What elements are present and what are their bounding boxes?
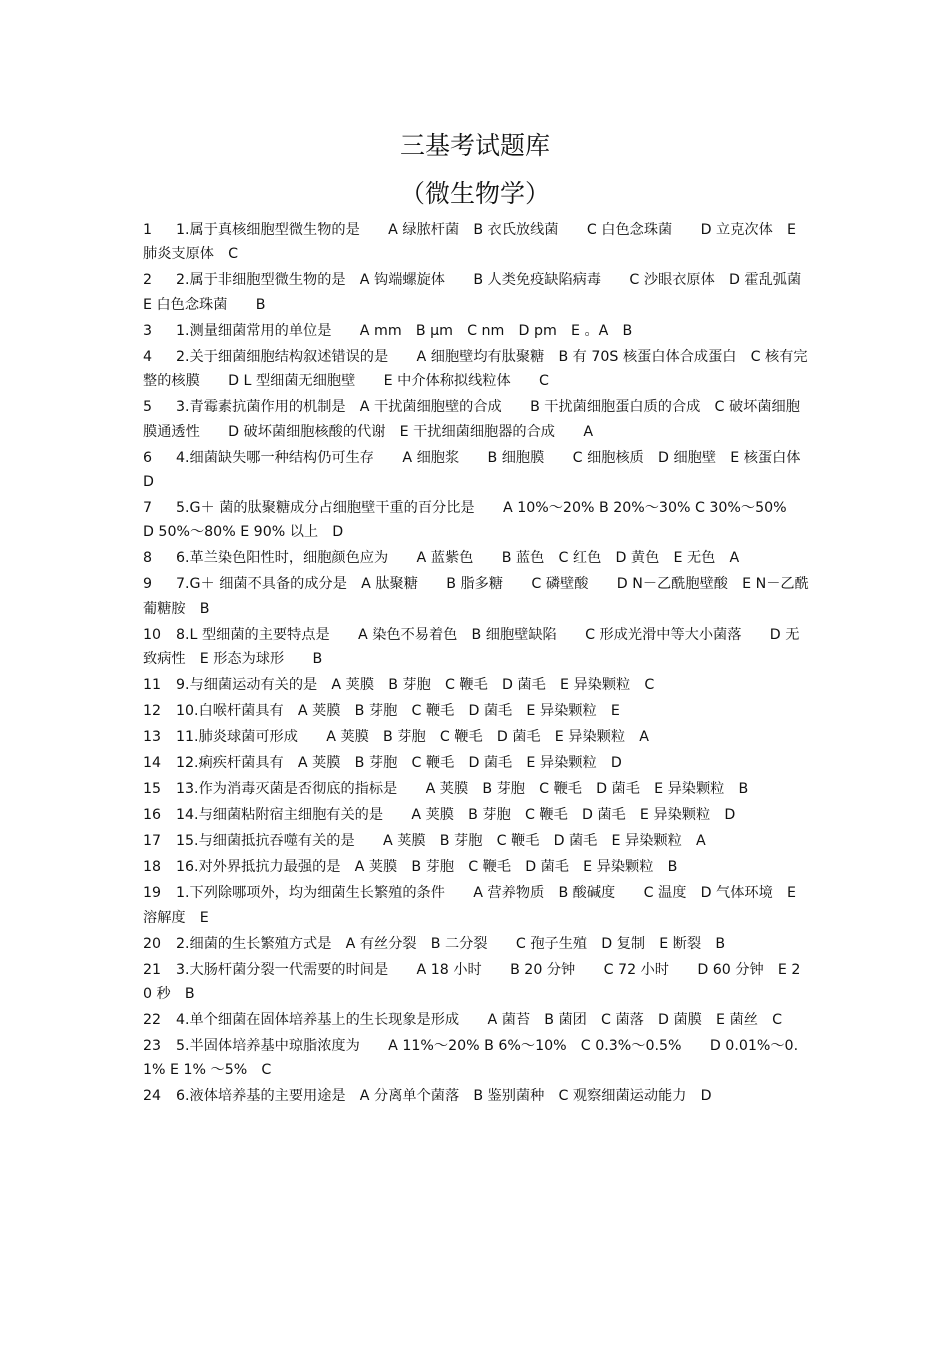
question-number: 24	[143, 1088, 162, 1105]
question-number: 9	[143, 576, 153, 593]
question-number: 15	[143, 781, 162, 798]
question-number: 19	[143, 885, 162, 902]
question-text: 16.对外界抵抗力最强的是 A 荚膜 B 芽胞 C 鞭毛 D 菌毛 E 异染颗粒 B	[176, 859, 678, 876]
question-text: 2.属于非细胞型微生物的是 A 钩端螺旋体 B 人类免疫缺陷病毒 C 沙眼衣原体 D 霍乱弧菌 E 白色念珠菌 B	[143, 272, 816, 313]
question-number: 13	[143, 729, 162, 746]
question-item	[143, 958, 809, 1007]
question-item	[143, 829, 809, 853]
question-number: 16	[143, 807, 162, 824]
question-text: 5.G＋ 菌的肽聚糖成分占细胞壁干重的百分比是 A 10%～20% B 20%～30% C 30%～50% D 50%～80% E 90% 以上 D	[143, 500, 801, 541]
document-title: 三基考试题库	[399, 131, 550, 160]
question-number: 6	[143, 449, 153, 466]
question-item	[143, 218, 809, 267]
question-text: 2.细菌的生长繁殖方式是 A 有丝分裂 B 二分裂 C 孢子生殖 D 复制 E 断裂 B	[176, 935, 726, 952]
question-text: 12.痢疾杆菌具有 A 荚膜 B 芽胞 C 鞭毛 D 菌毛 E 异染颗粒 D	[176, 755, 622, 772]
question-item	[143, 777, 809, 801]
question-text: 10.白喉杆菌具有 A 荚膜 B 芽胞 C 鞭毛 D 菌毛 E 异染颗粒 E	[176, 703, 620, 720]
question-number: 7	[143, 500, 153, 517]
question-number: 5	[143, 399, 153, 416]
question-number: 8	[143, 550, 153, 567]
question-item	[143, 932, 809, 956]
document-subtitle: （微生物学）	[399, 179, 550, 208]
question-number: 1	[143, 222, 153, 238]
question-text: 4.细菌缺失哪一种结构仍可生存 A 细胞浆 B 细胞膜 C 细胞核质 D 细胞壁 E 核蛋白体 D	[143, 449, 815, 491]
question-item	[143, 268, 816, 317]
question-item	[143, 751, 809, 775]
question-text: 6.液体培养基的主要用途是 A 分离单个菌落 B 鉴别菌种 C 观察细菌运动能力 D	[176, 1088, 712, 1105]
question-list	[143, 218, 816, 1110]
question-item	[143, 546, 809, 570]
question-text: 14.与细菌粘附宿主细胞有关的是 A 荚膜 B 芽胞 C 鞭毛 D 菌毛 E 异染颗粒 D	[176, 807, 736, 824]
question-text: 8.L 型细菌的主要特点是 A 染色不易着色 B 细胞壁缺陷 C 形成光滑中等大小菌落 D 无致病性 E 形态为球形 B	[143, 626, 800, 668]
question-item	[143, 1084, 809, 1108]
question-number: 20	[143, 935, 162, 952]
question-number: 22	[143, 1012, 162, 1029]
question-number: 14	[143, 755, 162, 772]
question-number: 11	[143, 677, 162, 694]
question-number: 18	[143, 859, 162, 876]
question-item	[143, 623, 809, 672]
question-text: 3.大肠杆菌分裂一代需要的时间是 A 18 小时 B 20 分钟 C 72 小时 D 60 分钟 E 20 秒 B	[143, 961, 801, 1003]
question-number: 2	[143, 272, 153, 289]
question-number: 4	[143, 348, 153, 365]
question-item	[143, 1008, 809, 1032]
question-text: 15.与细菌抵抗吞噬有关的是 A 荚膜 B 芽胞 C 鞭毛 D 菌毛 E 异染颗粒 A	[176, 833, 706, 850]
question-text: 2.关于细菌细胞结构叙述错误的是 A 细胞壁均有肽聚糖 B 有 70S 核蛋白体合成蛋白 C 核有完整的核膜 D L 型细菌无细胞壁 E 中介体称拟线粒体 C	[143, 348, 808, 390]
question-item	[143, 1034, 809, 1083]
question-number: 17	[143, 833, 162, 850]
question-text: 1.测量细菌常用的单位是 A mm B μm C nm D pm E 。A B	[176, 322, 633, 339]
question-number: 10	[143, 626, 162, 643]
question-item	[143, 881, 809, 930]
question-text: 13.作为消毒灭菌是否彻底的指标是 A 荚膜 B 芽胞 C 鞭毛 D 菌毛 E 异染颗粒 B	[176, 781, 749, 798]
question-text: 6.革兰染色阳性时，细胞颜色应为 A 蓝紫色 B 蓝色 C 红色 D 黄色 E 无色 A	[176, 550, 740, 567]
question-text: 7.G＋ 细菌不具备的成分是 A 肽聚糖 B 脂多糖 C 磷壁酸 D N－乙酰胞壁酸 E N－乙酰葡糖胺 B	[143, 576, 809, 617]
question-number: 12	[143, 703, 162, 720]
question-number: 21	[143, 961, 162, 978]
question-number: 3	[143, 322, 153, 339]
question-item	[143, 345, 809, 394]
question-text: 1.下列除哪项外，均为细菌生长繁殖的条件 A 营养物质 B 酸碱度 C 温度 D 气体环境 E 溶解度 E	[143, 885, 801, 926]
question-item	[143, 855, 809, 879]
question-text: 9.与细菌运动有关的是 A 荚膜 B 芽胞 C 鞭毛 D 菌毛 E 异染颗粒 C	[176, 677, 655, 694]
question-text: 1.属于真核细胞型微生物的是 A 绿脓杆菌 B 衣氏放线菌 C 白色念珠菌 D 立克次体 E 肺炎支原体 C	[143, 222, 801, 263]
question-text: 5.半固体培养基中琼脂浓度为 A 11%～20% B 6%～10% C 0.3%～0.5% D 0.01%～0.1% E 1% ～5% C	[143, 1038, 799, 1079]
question-text: 11.肺炎球菌可形成 A 荚膜 B 芽胞 C 鞭毛 D 菌毛 E 异染颗粒 A	[176, 729, 649, 746]
question-text: 3.青霉素抗菌作用的机制是 A 干扰菌细胞壁的合成 B 干扰菌细胞蛋白质的合成 C 破坏菌细胞膜通透性 D 破坏菌细胞核酸的代谢 E 干扰细菌细胞器的合成 A	[143, 399, 800, 440]
question-item	[143, 699, 809, 723]
question-item	[143, 572, 809, 621]
question-item	[143, 395, 809, 444]
question-item	[143, 725, 809, 749]
question-text: 4.单个细菌在固体培养基上的生长现象是形成 A 菌苔 B 菌团 C 菌落 D 菌膜 E 菌丝 C	[176, 1012, 782, 1029]
question-item	[143, 446, 815, 495]
question-item	[143, 673, 809, 697]
question-item	[143, 496, 809, 545]
question-number: 23	[143, 1038, 162, 1055]
question-item	[143, 803, 809, 827]
question-item	[143, 319, 809, 343]
